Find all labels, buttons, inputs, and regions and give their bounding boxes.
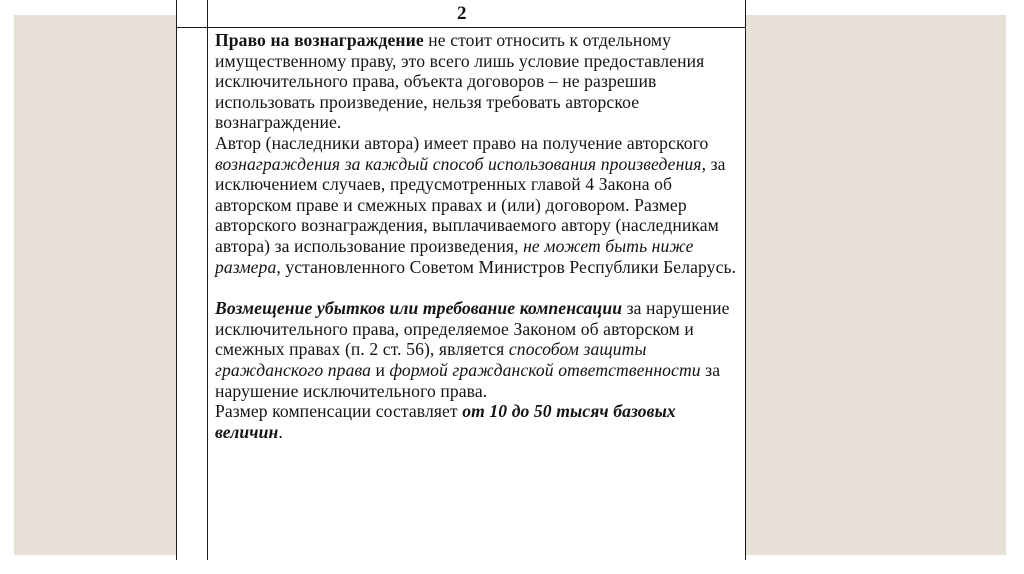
- paragraph-compensation-amount: [215, 401, 740, 442]
- paragraph-text: за нарушение исключительного права.: [215, 359, 721, 401]
- paragraph-text: Размер компенсации составляет: [215, 401, 463, 422]
- paragraph-text: за нарушение исключительного права, определяемое Законом об авторском и смежных правах (п. 2 ст. 56), является: [215, 298, 730, 360]
- left-margin-panel: [14, 15, 176, 555]
- paragraph-text: не стоит относить к отдельному имущественному праву, это всего лишь условие предоставления исключительного права, объекта договоров – не разрешив использовать произведение, нельзя требовать авторское вознаграждение.: [215, 30, 705, 133]
- column-divider: [207, 0, 208, 560]
- bold-italic-lead: Возмещение убытков или требование компенсации: [215, 298, 623, 319]
- bold-lead: Право на вознаграждение: [215, 30, 424, 50]
- italic-emphasis: формой гражданской ответственности: [389, 359, 701, 380]
- italic-emphasis: не может быть ниже размера: [215, 235, 694, 277]
- paragraph-text: , за исключением случаев, предусмотренных главой 4 Закона об авторском праве и смежных правах и (или) договором. Размер авторского вознаграждения, выплачиваемого автору (наследникам автора) за использование произведения,: [215, 153, 726, 256]
- right-margin-panel: [744, 15, 1006, 555]
- italic-emphasis: вознаграждения за каждый способ использования произведения: [215, 153, 702, 174]
- paragraph-right-to-remuneration: [215, 30, 740, 133]
- document-page: [176, 0, 746, 560]
- document-body: [215, 30, 740, 442]
- paragraph-text: Автор (наследники автора) имеет право на получение авторского: [215, 132, 709, 153]
- paragraph-damages-compensation: [215, 298, 740, 401]
- paragraph-text: .: [278, 421, 283, 442]
- italic-emphasis: способом защиты гражданского права: [215, 339, 647, 380]
- paragraph-author-rights: [215, 133, 740, 277]
- paragraph-text: и: [370, 359, 390, 380]
- page-number: 2: [457, 3, 467, 24]
- bold-italic-amount: от 10 до 50 тысяч базовых величин: [215, 401, 676, 442]
- paragraph-text: , установленного Советом Министров Республики Беларусь.: [276, 256, 737, 277]
- paragraph-gap: [215, 277, 740, 298]
